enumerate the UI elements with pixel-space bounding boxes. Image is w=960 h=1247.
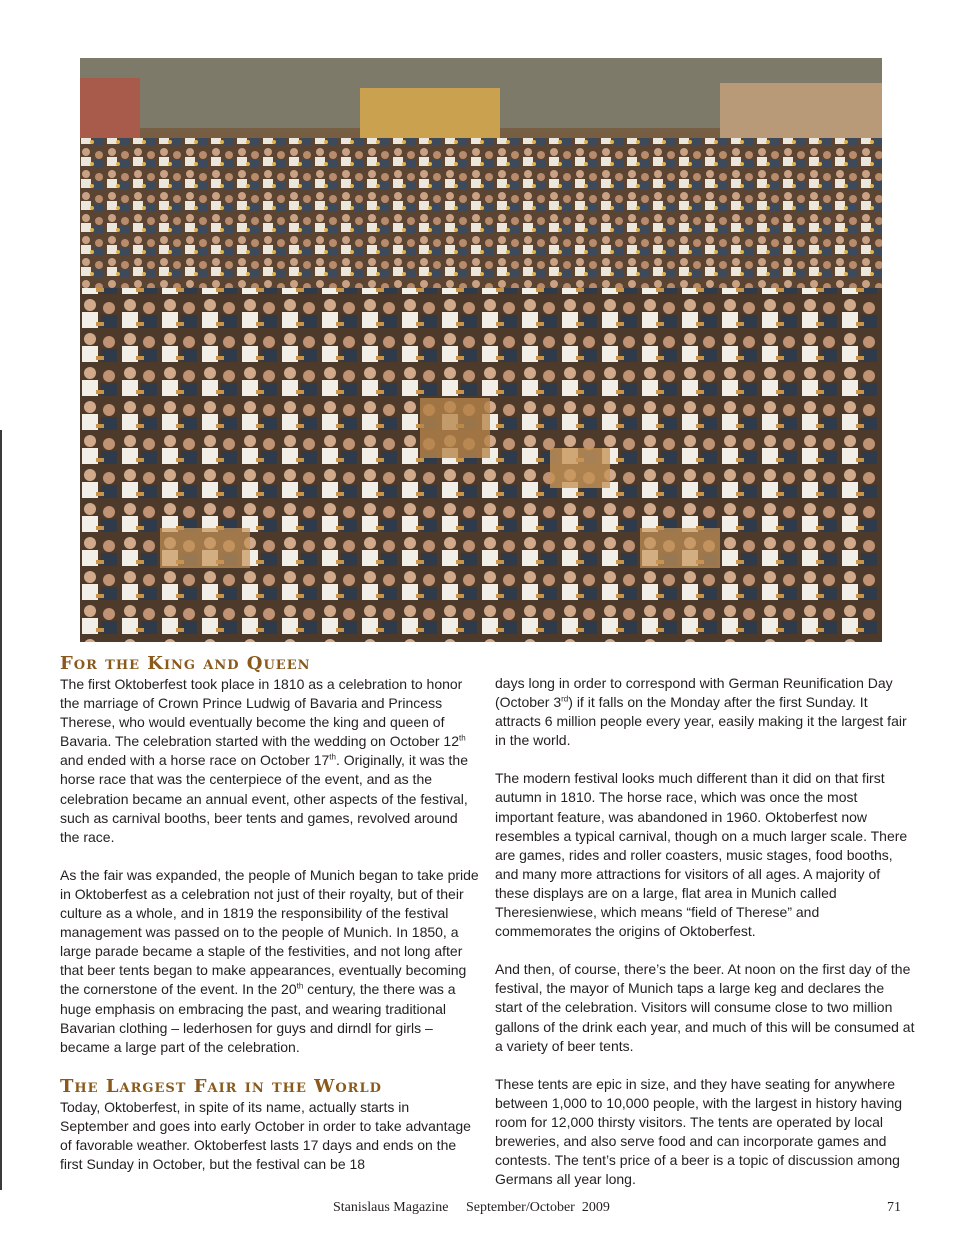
publication-info: Stanislaus Magazine September/October 2009 bbox=[333, 1200, 610, 1215]
oktoberfest-crowd-photo bbox=[80, 58, 882, 642]
paragraph: days long in order to correspond with German Reunification Day (October 3rd) if it falls on the Monday after the first Sunday. It attracts 6 million people every year, easily making it the largest fair in the world. bbox=[495, 675, 907, 749]
page-edge-rule bbox=[0, 430, 2, 1190]
page-footer bbox=[0, 1200, 960, 1220]
page-number: 71 bbox=[887, 1200, 901, 1215]
paragraph: The modern festival looks much different than it did on that first autumn in 1810. The horse race, which was once the most important feature, was abandoned in 1960. Oktoberfest now resembles a typical carnival, though on a much larger scale. There are games, rides and roller coasters, music stages, food booths, and many more attractions for visitors of all ages. A majority of these displays are on a large, flat area in Munich called Theresienwiese, which means “field of Therese” and commemorates the origins of Oktoberfest. bbox=[495, 770, 908, 940]
paragraph: As the fair was expanded, the people of Munich began to take pride in Oktoberfest as a celebration not just of their royalty, but of their culture as a whole, and in 1819 the responsibility of the festival management was passed on to the people of Munich. In 1850, a large parade became a staple of the festivities, and not long after that beer tents began to make appearances, eventually becoming the cornerstone of the event. In the 20th century, the there was a huge emphasis on embracing the past, and wearing traditional Bavarian clothing – lederhosen for guys and dirndl for girls – became a large part of the celebration. bbox=[60, 866, 479, 1055]
section-heading-largest-fair: The Largest Fair in the World bbox=[60, 1075, 382, 1097]
paragraph: Today, Oktoberfest, in spite of its name, actually starts in September and goes into early October in order to take advantage of favorable weather. Oktoberfest lasts 17 days and ends on the first Sunday in October, but the festival can be 18 bbox=[60, 1098, 471, 1173]
paragraph: The first Oktoberfest took place in 1810 as a celebration to honor the marriage of Crown Prince Ludwig of Bavaria and Princess Therese, who would eventually become the king and queen of Bavaria. The celebration started with the wedding on October 12th and ended with a horse race on October 17th. Originally, it was the horse race that was the centerpiece of the event, and as the celebration became an annual event, other aspects of the festival, such as carnival booths, beer tents and games, revolved around the race. bbox=[60, 676, 468, 845]
section-heading-king-queen: For the King and Queen bbox=[60, 653, 311, 674]
paragraph: These tents are epic in size, and they have seating for anywhere between 1,000 to 10,000 people, with the largest in history having room for 12,000 thirsty visitors. The tents are operated by local breweries, and also serve food and can incorporate games and contests. The tent’s price of a beer is a topic of discussion among Germans all year long. bbox=[495, 1075, 903, 1188]
paragraph: And then, of course, there’s the beer. At noon on the first day of the festival, the mayor of Munich taps a large keg and declares the start of the celebration. Visitors will consume close to two million gallons of the drink each year, and much of this will be consumed at a variety of beer tents. bbox=[495, 961, 915, 1054]
left-column bbox=[60, 653, 480, 1193]
right-column bbox=[495, 674, 915, 1208]
